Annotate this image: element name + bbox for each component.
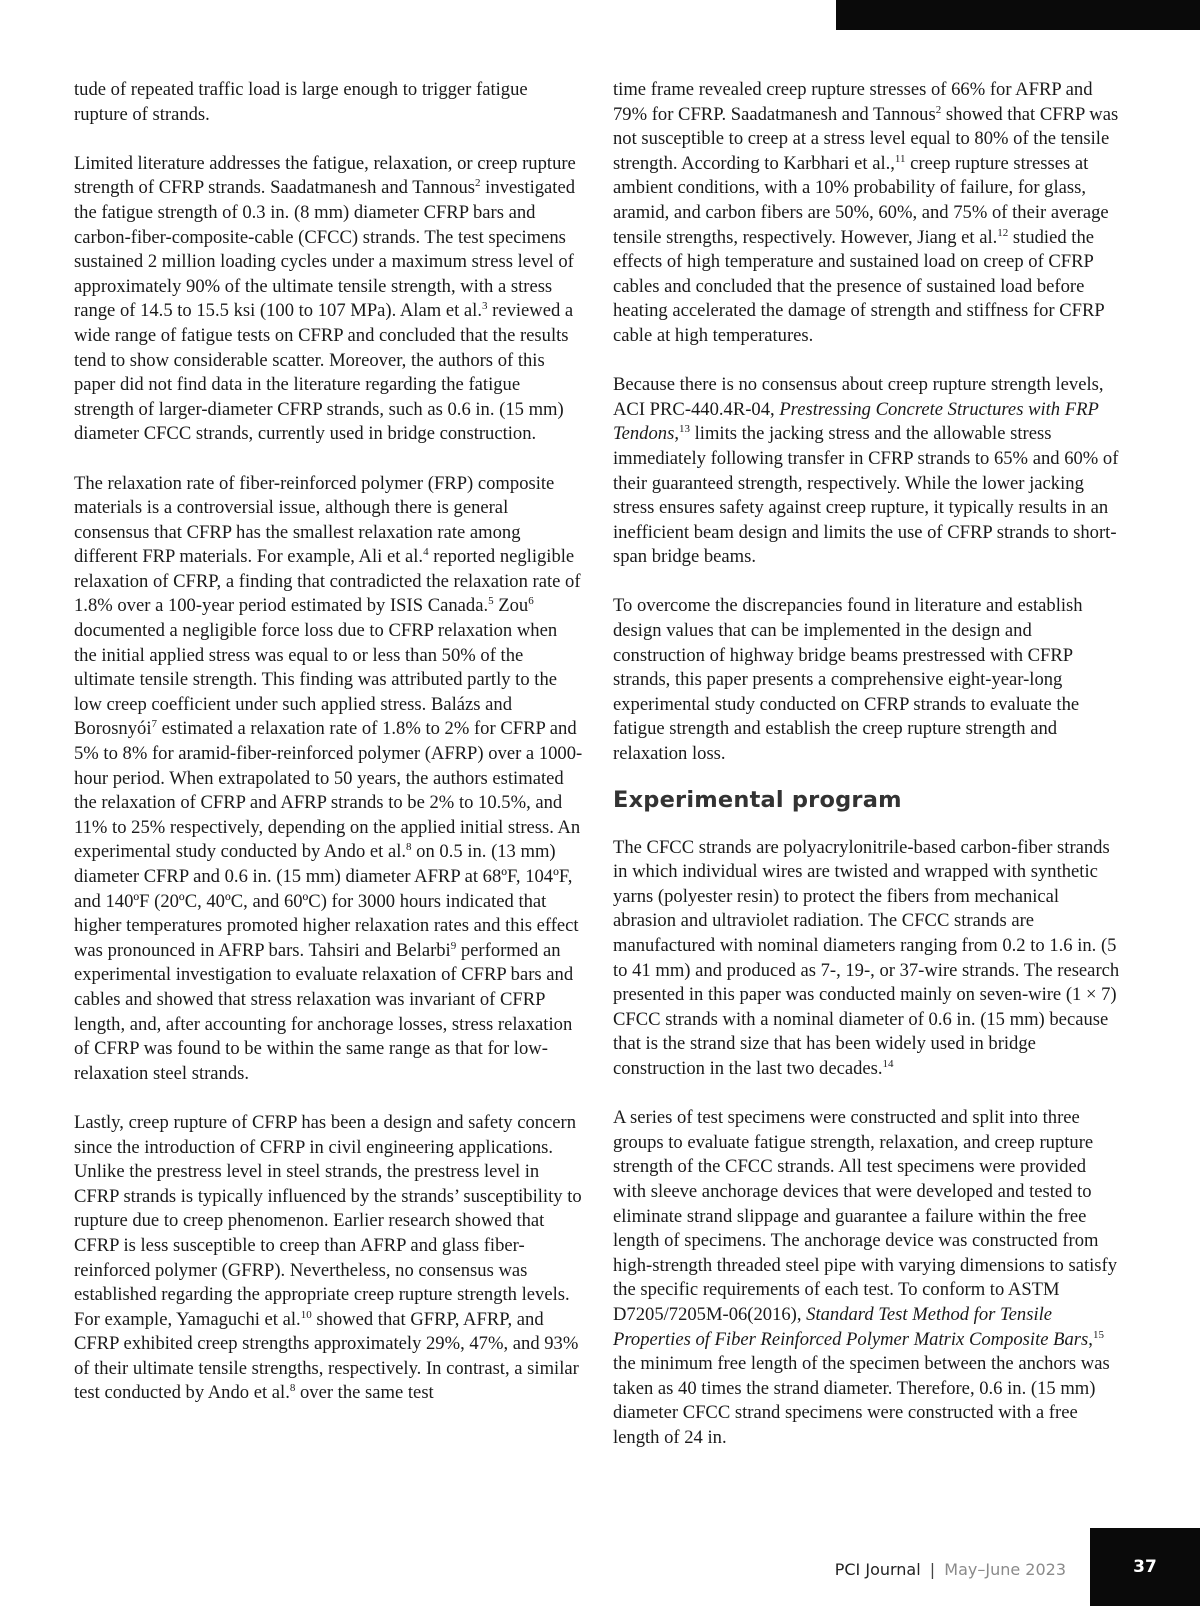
paragraph: The relaxation rate of fiber-reinforced polymer (FRP) composite materials is a controversial issue, although there is general consensus that CFRP has the smallest relaxation rate among different FRP materials. For example, Ali et al.$^4$ reported negligible relaxation of CFRP, a finding that contradicted the relaxation rate of 1.8% over a 100-year period estimated by ISIS Canada.$^5$ Zou$^6$ documented a negligible force loss due to CFRP relaxation when the initial applied stress was equal to or less than 50% of the ultimate tensile strength. This finding was attributed partly to the low creep coefficient under such applied stress. Balázs and Borosnyói$^7$ estimated a relaxation rate of 1.8% to 2% for CFRP and 5% to 8% for aramid-fiber-reinforced polymer (AFRP) over a 1000-hour period. When extrapolated to 50 years, the authors estimated the relaxation of CFRP and AFRP strands to be 2% to 10.5%, and 11% to 25% respectively, depending on the applied initial stress. An experimental study conducted by Ando et al.$^8$ on 0.5 in. (13 mm) diameter CFRP and 0.6 in. (15 mm) diameter AFRP at 68ºF, 104ºF, and 140ºF (20ºC, 40ºC, and 60ºC) for 3000 hours indicated that higher temperatures promoted higher relaxation rates and this effect was pronounced in AFRP bars. Tahsiri and Belarbi$^9$ performed an experimental investigation to evaluate relaxation of CFRP bars and cables and showed that stress relaxation was invariant of CFRP length, and, after accounting for anchorage losses, stress relaxation of CFRP was found to be within the same range as that for low-relaxation steel strands. [74,472,583,1084]
page-number-box [1090,1528,1200,1606]
citation-ref: 15 [1092,1328,1104,1341]
citation-ref: 7 [151,718,157,731]
issue-date: May–June 2023 [944,1560,1066,1579]
header-black-bar [836,0,1200,30]
citation-ref: 10 [300,1308,312,1321]
paragraph: Limited literature addresses the fatigue, relaxation, or creep rupture strength of CFRP strands. Saadatmanesh and Tannous$^2$ investigated the fatigue strength of 0.3 in. (8 mm) diameter CFRP bars and carbon-fiber-composite-cable (CFCC) strands. The test specimens sustained 2 million loading cycles under a maximum stress level of approximately 90% of the ultimate tensile strength, with a stress range of 14.5 to 15.5 ksi (100 to 107 MPa). Alam et al.$^3$ reviewed a wide range of fatigue tests on CFRP and concluded that the results tend to show considerable scatter. Moreover, the authors of this paper did not find data in the literature regarding the fatigue strength of larger-diameter CFRP strands, such as 0.6 in. (15 mm) diameter CFCC strands, currently used in bridge construction. [74,152,576,445]
citation-ref: 13 [678,423,690,436]
paragraph: time frame revealed creep rupture stresses of 66% for AFRP and 79% for CFRP. Saadatmanesh and Tannous$^2$ showed that CFRP was not susceptible to creep at a stress level equal to 80% of the tensile strength. According to Karbhari et al.,$^{11}$ creep rupture stresses at ambient conditions, with a 10% probability of failure, for glass, aramid, and carbon fibers are 50%, 60%, and 75% of their average tensile strengths, respectively. However, Jiang et al.$^{12}$ studied the effects of high temperature and sustained load on creep of CFRP cables and concluded that the presence of sustained load before heating accelerated the damage of strength and stiffness for CFRP cable at high temperatures. [613,79,1119,346]
footer-separator: | [929,1560,936,1579]
left-column [74,78,584,1406]
paragraph: A series of test specimens were constructed and split into three groups to evaluate fatigue strength, relaxation, and creep rupture strength of the CFCC strands. All test specimens were provided with sleeve anchorage devices that were developed and tested to eliminate strand slippage and guarantee a failure within the free length of specimens. The anchorage device was constructed from high-strength threaded steel pipe with varying dimensions to satisfy the specific requirements of each test. To conform to ASTM D7205/7205M-06(2016), Standard Test Method for Tensile Properties of Fiber Reinforced Polymer Matrix Composite Bars,$^{15}$ the minimum free length of the specimen between the anchors was taken as 40 times the strand diameter. Therefore, 0.6 in. (15 mm) diameter CFCC strand specimens were constructed with a free length of 24 in. [613,1107,1118,1448]
citation-ref: 8 [406,841,412,854]
citation-ref: 12 [997,226,1009,239]
citation-ref: 6 [528,595,534,608]
right-column [613,78,1123,1450]
journal-name: PCI Journal [834,1560,921,1579]
footer-journal-info [835,1560,1066,1580]
page-number: 37 [1133,1557,1157,1577]
paragraph: Because there is no consensus about creep rupture strength levels, ACI PRC-440.4R-04, Prestressing Concrete Structures with FRP Tendons,$^{13}$ limits the jacking stress and the allowable stress immediately following transfer in CFRP strands to 65% and 60% of their guaranteed strength, respectively. While the lower jacking stress ensures safety against creep rupture, it typically results in an inefficient beam design and limits the use of CFRP strands to short-span bridge beams. [613,374,1119,568]
citation-ref: 3 [481,300,488,313]
paragraph: Lastly, creep rupture of CFRP has been a design and safety concern since the introduction of CFRP in civil engineering applications. Unlike the prestress level in steel strands, the prestress level in CFRP strands is typically influenced by the strands’ susceptibility to rupture due to creep phenomenon. Earlier research showed that CFRP is less susceptible to creep than AFRP and glass fiber-reinforced polymer (GFRP). Nevertheless, no consensus was established regarding the appropriate creep rupture strength levels. For example, Yamaguchi et al.$^{10}$ showed that GFRP, AFRP, and CFRP exhibited creep strengths approximately 29%, 47%, and 93% of their ultimate tensile strengths, respectively. In contrast, a similar test conducted by Ando et al.$^8$ over the same test [74,1111,582,1404]
publication-title: Prestressing Concrete Structures with FRP Tendons [613,398,1099,445]
citation-ref: 2 [475,177,481,190]
citation-ref: 5 [488,595,494,608]
section-heading: Experimental program [613,786,902,813]
citation-ref: 8 [289,1382,296,1395]
publication-title: Standard Test Method for Tensile Properties of Fiber Reinforced Polymer Matrix Composite Bars [613,1303,1089,1350]
paragraph: tude of repeated traffic load is large enough to trigger fatigue rupture of strands. [74,79,528,125]
paragraph: The CFCC strands are polyacrylonitrile-based carbon-fiber strands in which individual wires are twisted and wrapped with synthetic yarns (polyester resin) to protect the fibers from mechanical abrasion and ultraviolet radiation. The CFCC strands are manufactured with nominal diameters ranging from 0.2 to 1.6 in. (5 to 41 mm) and produced as 7-, 19-, or 37-wire strands. The research presented in this paper was conducted mainly on seven-wire (1 × 7) CFCC strands with a nominal diameter of 0.6 in. (15 mm) because that is the strand size that has been widely used in bridge construction in the last two decades.$^{14}$ [613,836,1120,1079]
citation-ref: 9 [450,939,457,952]
paragraph: To overcome the discrepancies found in literature and establish design values that can be implemented in the design and construction of highway bridge beams prestressed with CFRP strands, this paper presents a comprehensive eight-year-long experimental study conducted on CFRP strands to evaluate the fatigue strength and establish the creep rupture strength and relaxation loss. [613,595,1083,765]
citation-ref: 14 [882,1057,894,1070]
citation-ref: 11 [894,152,906,165]
citation-ref: 4 [423,546,429,559]
citation-ref: 2 [935,103,942,116]
